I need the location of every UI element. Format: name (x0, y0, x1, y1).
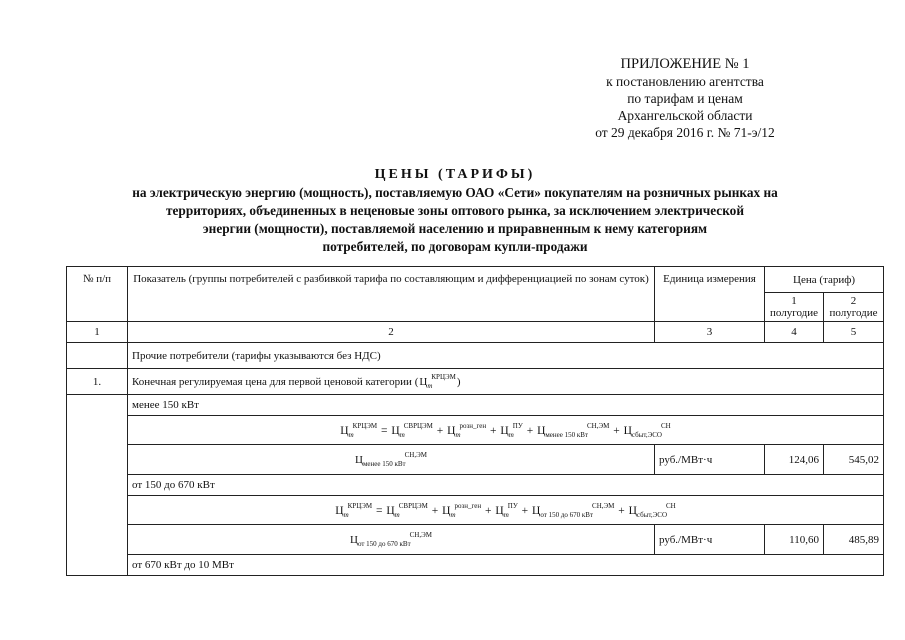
merged-empty-cell (67, 395, 128, 576)
appendix-line: Архангельской области (617, 108, 753, 123)
price-table (66, 266, 884, 576)
header-indicator: Показатель (группы потребителей с разбивкой тарифа по составляющим и дифференциацией по зонам суток) (128, 267, 655, 322)
price-row-label: $Ц_{от 150 до 670 кВт}^{СН,ЭМ}$ (128, 525, 655, 555)
header-half1: 1 полугодие (765, 293, 824, 322)
header-price: Цена (тариф) (765, 267, 884, 293)
title-line: территориях, объединенных в неценовые зоны оптового рынка, за исключением электрической (166, 203, 744, 218)
header-half2: 2 полугодие (824, 293, 884, 322)
group-row (67, 555, 884, 576)
value-half2: 545,02 (824, 445, 884, 475)
formula-symbol: $Ц_m^{КРЦЭМ}$ (419, 373, 456, 390)
colnum: 1 (67, 322, 128, 343)
colnum: 5 (824, 322, 884, 343)
group-row (67, 475, 884, 496)
header-unit: Единица измерения (655, 267, 765, 322)
formula: $Ц_m^{КРЦЭМ} = Ц_m^{СВРЦЭМ} + Ц_m^{розн\_ген} + Ц_m^{ПУ} + Ц_{менее 150 кВт}^{СН,ЭМ} + Ц_{сбыт,ЭСО}^{СН}$ (128, 416, 884, 445)
title-line: на электрическую энергию (мощность), поставляемую ОАО «Сети» покупателям на розничных рынках на (132, 185, 778, 200)
item-label: Конечная регулируемая цена для первой ценовой категории $(Ц_m^{КРЦЭМ})$ (128, 369, 884, 395)
appendix-line: по тарифам и ценам (627, 91, 743, 106)
header-num: № п/п (67, 267, 128, 322)
section-row (67, 343, 884, 369)
section-label: Прочие потребители (тарифы указываются без НДС) (128, 343, 884, 369)
group-label: от 150 до 670 кВт (128, 475, 884, 496)
group-label: менее 150 кВт (128, 395, 884, 416)
item-row (67, 369, 884, 395)
colnum: 2 (128, 322, 655, 343)
table-header-row (67, 267, 884, 293)
appendix-line: к постановлению агентства (606, 74, 764, 89)
price-row (67, 445, 884, 475)
item-number: 1. (67, 369, 128, 395)
formula-row (67, 496, 884, 525)
appendix-line: от 29 декабря 2016 г. № 71-э/12 (595, 125, 775, 140)
group-label: от 670 кВт до 10 МВт (128, 555, 884, 576)
title-line: потребителей, по договорам купли-продажи (322, 239, 588, 254)
unit-cell: руб./МВт·ч (655, 525, 765, 555)
document-title (60, 166, 850, 256)
colnum: 3 (655, 322, 765, 343)
appendix-heading: ПРИЛОЖЕНИЕ № 1 (620, 56, 750, 72)
empty-cell (67, 343, 128, 369)
colnum: 4 (765, 322, 824, 343)
formula-row (67, 416, 884, 445)
price-row-label: $Ц_{менее 150 кВт}^{СН,ЭМ}$ (128, 445, 655, 475)
appendix-header (555, 56, 815, 141)
price-row (67, 525, 884, 555)
value-half1: 124,06 (765, 445, 824, 475)
title-main: ЦЕНЫ (ТАРИФЫ) (374, 167, 536, 182)
title-line: энергии (мощности), поставляемой населению и приравненным к нему категориям (202, 221, 708, 236)
formula: $Ц_m^{КРЦЭМ} = Ц_m^{СВРЦЭМ} + Ц_m^{розн\_ген} + Ц_m^{ПУ} + Ц_{от 150 до 670 кВт}^{СН,ЭМ} + Ц_{сбыт,ЭСО}^{СН}$ (128, 496, 884, 525)
value-half2: 485,89 (824, 525, 884, 555)
column-number-row (67, 322, 884, 343)
group-row (67, 395, 884, 416)
value-half1: 110,60 (765, 525, 824, 555)
unit-cell: руб./МВт·ч (655, 445, 765, 475)
